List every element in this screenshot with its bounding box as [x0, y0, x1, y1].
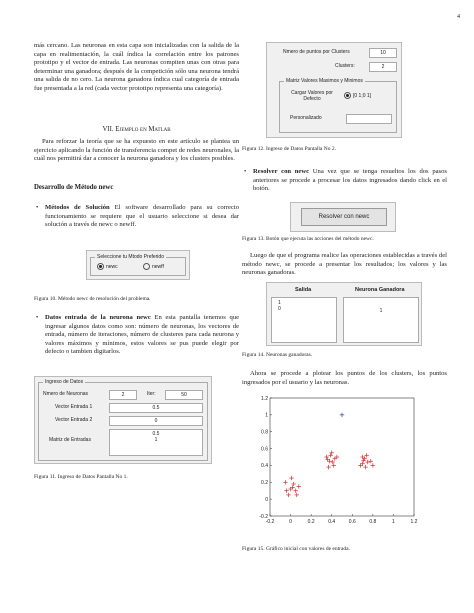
x-tick-label: -0.2	[265, 519, 275, 525]
cargar-value: [0 1;0 1]	[353, 92, 372, 99]
left-column	[34, 42, 239, 94]
section-heading: VII. Ejemplo en Matlab	[102, 126, 171, 133]
bullet-3-bold: Resolver con newc	[253, 168, 310, 175]
paragraph-2: Para reforzar la teoría que se ha expuesto en este artículo se plantea un ejercicio aplicando la función de transferencia compet de redes neuronales, la cuál nos permitirá dar a conocer la neurona ganadora y los clusters posibles.	[34, 138, 239, 163]
y-tick-label: -0.2	[259, 513, 268, 520]
y-tick-label: 0.8	[261, 429, 268, 436]
y-tick-label: 1.2	[261, 395, 268, 402]
radio-newc-label: newc	[106, 263, 118, 270]
bullet-1	[34, 204, 239, 230]
bullet-2-wrap	[34, 314, 239, 357]
iter-label: Iter:	[147, 391, 156, 397]
figure-15-caption: Figura 15. Gráfico inicial con valores de entrada.	[242, 546, 350, 552]
results-panel	[266, 282, 422, 346]
paragraph-4: Ahora se procede a plotear los puntos de los clusters, los puntos ingresados por el usuario y las neuronas.	[242, 370, 447, 386]
radio-newc[interactable]	[97, 263, 118, 270]
data-input-group-title: Ingreso de Datos	[45, 379, 84, 385]
scatter-chart	[252, 392, 420, 532]
figure-11-caption: Figura 11. Ingreso de Datos Pantalla No 1.	[34, 474, 128, 480]
bullet-3-text: Una vez que se tenga resueltos los dos pasos anteriores se procede a procesar los datos ingresados dando click en el botón.	[253, 168, 447, 193]
cargar-label: Cargar Valores por Defecto	[291, 90, 333, 102]
radio-newff[interactable]	[143, 263, 164, 270]
x-tick-label: 0.2	[307, 519, 315, 525]
salida-value-2: 0	[278, 306, 281, 312]
radio-newff-label: newff	[152, 263, 164, 270]
section-heading-wrap	[34, 126, 239, 135]
maxmin-group-title: Matriz Valores Maximos y Minimos	[286, 78, 363, 84]
method-selector-panel	[86, 250, 190, 280]
salida-list[interactable]	[271, 297, 337, 343]
resolver-panel	[290, 202, 396, 232]
x-tick-label: 0	[289, 519, 292, 525]
bullet-1-wrap	[34, 204, 239, 230]
y-tick-label: 1	[265, 412, 268, 419]
ganadora-list[interactable]	[343, 297, 419, 343]
vector2-label: Vector Entrada 2	[55, 417, 93, 423]
x-tick-label: 0.6	[348, 519, 356, 525]
personalizado-input[interactable]	[346, 114, 392, 124]
clusters-panel	[266, 42, 402, 138]
data-input-panel	[34, 376, 212, 464]
bullet-1-bold: Métodos de Solución	[45, 204, 110, 211]
bullet-3-wrap	[242, 168, 447, 194]
radio-selected-icon	[344, 92, 351, 99]
clusters-input[interactable]: 2	[369, 62, 397, 72]
salida-value-1: 1	[278, 300, 281, 306]
y-tick-label: 0.6	[261, 446, 268, 453]
x-tick-label: 1.2	[410, 519, 418, 525]
x-tick-label: 0.8	[369, 519, 377, 525]
paragraph-3: Luego de que el programa realice las operaciones establecidas a través del método newc, se procede a presentar los resultados; los valores y las neuronas ganadoras.	[242, 252, 447, 277]
figure-13-caption: Figura 13. Botón que ejecuta las acciones del método newc.	[242, 236, 374, 242]
method-group	[90, 254, 186, 276]
resolver-button[interactable]: Resolver con newc	[301, 208, 387, 226]
subheading: Desarrollo de Método newc	[34, 184, 114, 191]
clusters-label: Clusters:	[335, 63, 355, 69]
subheading-wrap	[34, 184, 239, 193]
figure-12-caption: Figura 12. Ingreso de Datos Pantalla No 2.	[242, 146, 336, 152]
vector2-input[interactable]: 0	[109, 416, 203, 426]
matriz-box[interactable]	[109, 429, 203, 456]
vector1-input[interactable]: 0.5	[109, 403, 203, 413]
vector1-label: Vector Entrada 1	[55, 404, 93, 410]
matriz-label: Matriz de Entradas	[49, 437, 91, 443]
maxmin-group	[279, 78, 397, 133]
bullet-3	[242, 168, 447, 194]
puntos-label: Nmero de puntos por Clusters	[283, 49, 350, 55]
page-number: 4	[457, 14, 460, 20]
paragraph-2-wrap	[34, 138, 239, 164]
paragraph-1: más cercano. Las neuronas en esta capa son inicializadas con la salida de la capa en realimentación, la cuál índica la correlación entre los patrones prototipo y el vector de entrada. Las neuronas compiten unas con otras para determinar una ganadora; después de la competición sólo una neurona tendrá una salida de no cero. La neurona ganadora índica cual categoría de entrada fue presentada a la red (cada vector prototipo representa una categoría).	[34, 42, 239, 92]
cargar-option[interactable]	[344, 92, 371, 99]
paragraph-4-wrap	[242, 370, 447, 387]
paragraph-3-wrap	[242, 252, 447, 278]
y-tick-label: 0.4	[261, 463, 268, 470]
bullet-2-bold: Datos entrada de la neurona newc	[45, 314, 151, 321]
figure-10-caption: Figura 10. Método newc de resolución del problema.	[34, 296, 151, 302]
x-tick-label: 1	[392, 519, 395, 525]
neuronas-input[interactable]: 2	[109, 390, 137, 400]
method-group-title: Seleccione tu Mtodo Preferido	[97, 254, 164, 260]
y-tick-label: 0	[265, 496, 268, 503]
radio-unselected-icon	[143, 263, 150, 270]
x-tick-label: 0.4	[328, 519, 336, 525]
radio-selected-icon	[97, 263, 104, 270]
ganadora-value-1: 1	[379, 308, 383, 314]
matriz-value-2: 1	[154, 437, 158, 443]
neuronas-label: Nmero de Neuronas	[43, 391, 89, 397]
ganadora-title: Neurona Ganadora	[355, 287, 405, 293]
iter-input[interactable]: 50	[165, 390, 203, 400]
puntos-input[interactable]: 10	[369, 48, 397, 58]
figure-14-caption: Figura 14. Neuronas ganadoras.	[242, 352, 313, 358]
personalizado-label: Personalizado	[290, 115, 322, 121]
bullet-1-text: El software desarrollado para su correcto funcionamiento se requiere que el usuario seleccione si desea dar solución a través de newc o newff.	[45, 204, 239, 229]
y-tick-label: 0.2	[261, 480, 268, 487]
data-input-group	[38, 379, 208, 461]
bullet-2	[34, 314, 239, 357]
bullet-2-text: En esta pantalla tenemos que ingresar algunos datos como son: número de neuronas, los vectores de entrada, número de iteraciones, número de clusteres para cada neurona y valores máximos y mínimos, estos valores se pus puede elegir por defecto o tambien digitarlos.	[45, 314, 240, 356]
matriz-value-1: 0.5	[152, 431, 160, 437]
salida-title: Salida	[295, 287, 312, 293]
